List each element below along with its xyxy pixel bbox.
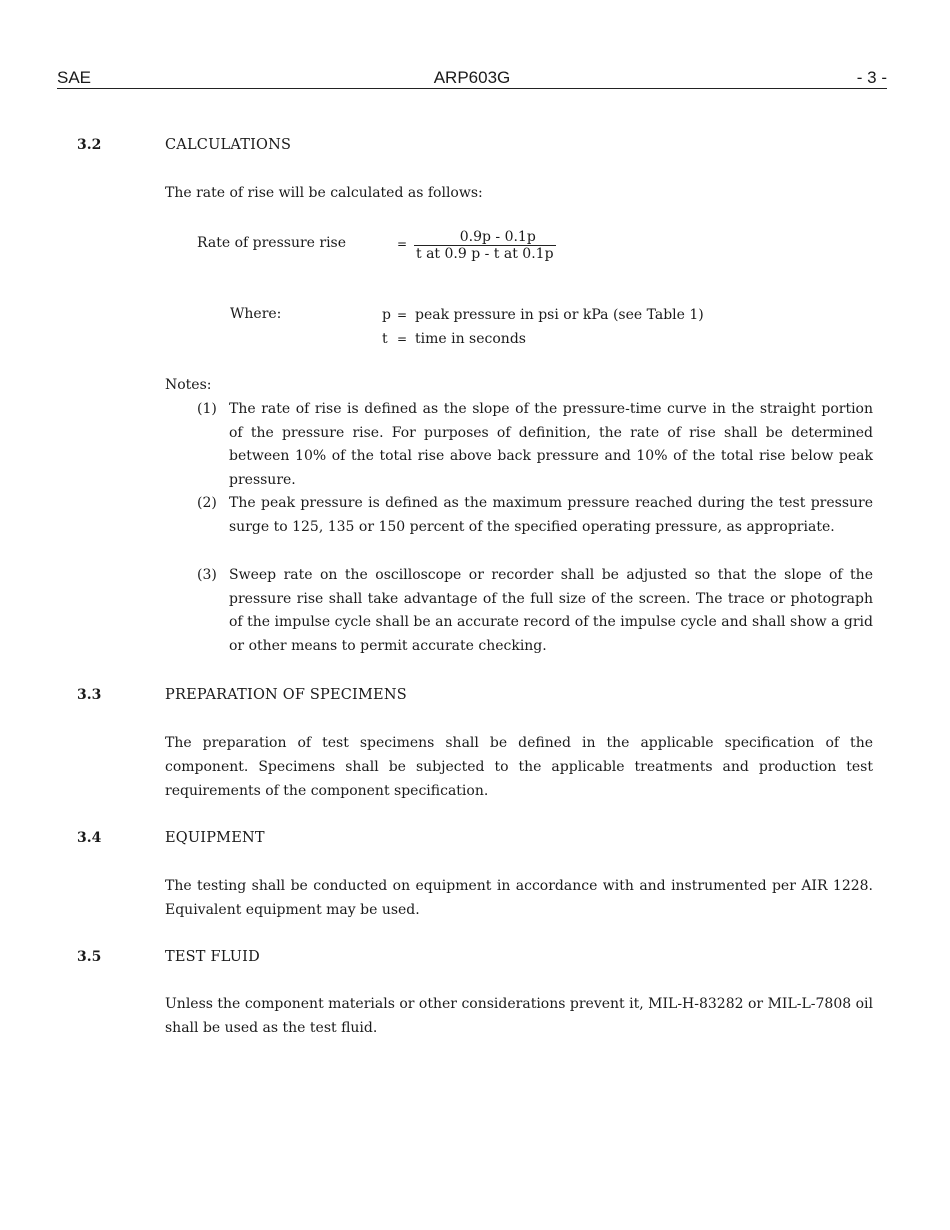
page-header — [57, 68, 887, 89]
formula-equals: = — [397, 237, 408, 251]
paragraph-equipment: The testing shall be conducted on equipment in accordance with and instrumented per AIR 1228. Equivalent equipment may be used. — [165, 878, 873, 918]
notes-label: Notes: — [165, 377, 212, 393]
section-title-equipment: EQUIPMENT — [165, 830, 265, 846]
formula-label: Rate of pressure rise — [197, 235, 347, 251]
var-t-equals: = — [397, 332, 408, 346]
formula-denominator: t at 0.9 p - t at 0.1p — [416, 246, 554, 262]
note-number: (3) — [197, 567, 217, 583]
section-number-3-2: 3.2 — [77, 137, 102, 153]
calc-intro: The rate of rise will be calculated as follows: — [165, 185, 483, 201]
formula-fraction — [414, 229, 556, 262]
note-number: (2) — [197, 495, 217, 511]
section-number-3-3: 3.3 — [77, 687, 102, 703]
section-title-preparation: PREPARATION OF SPECIMENS — [165, 687, 407, 703]
section-number-3-5: 3.5 — [77, 949, 102, 965]
note-text: The rate of rise is defined as the slope of the pressure-time curve in the straight portion of the pressure rise. For purposes of definition, the rate of rise shall be determined between 10% of the total rise above back pressure and 10% of the total rise below peak pressure. — [229, 401, 873, 488]
var-p-equals: = — [397, 308, 408, 322]
note-1 — [197, 398, 873, 492]
note-text: Sweep rate on the oscilloscope or recorder shall be adjusted so that the slope of the pressure rise shall take advantage of the full size of the screen. The trace or photograph of the impulse cycle shall be an accurate record of the impulse cycle and shall show a grid or other means to permit accurate checking. — [229, 567, 873, 654]
note-3 — [197, 564, 873, 658]
var-t-symbol: t — [382, 331, 388, 347]
header-org: SAE — [57, 68, 92, 87]
paragraph-test-fluid: Unless the component materials or other considerations prevent it, MIL-H-83282 or MIL-L-7808 oil shall be used as the test fluid. — [165, 996, 873, 1036]
section-title-calculations: CALCULATIONS — [165, 137, 292, 153]
where-label: Where: — [230, 306, 282, 322]
formula-numerator: 0.9p - 0.1p — [414, 229, 556, 246]
header-doc-number: ARP603G — [433, 68, 511, 87]
note-number: (1) — [197, 401, 217, 417]
var-t-description: time in seconds — [415, 331, 526, 347]
var-p-description: peak pressure in psi or kPa (see Table 1) — [415, 307, 704, 323]
var-p-symbol: p — [382, 307, 391, 323]
paragraph-preparation: The preparation of test specimens shall be defined in the applicable specification of the component. Specimens shall be subjected to the applicable treatments and production test requirements of the component specification. — [165, 735, 873, 799]
header-page-number: - 3 - — [856, 68, 887, 87]
section-number-3-4: 3.4 — [77, 830, 102, 846]
note-2 — [197, 492, 873, 539]
section-title-test-fluid: TEST FLUID — [165, 949, 260, 965]
note-text: The peak pressure is defined as the maximum pressure reached during the test pressure surge to 125, 135 or 150 percent of the specified operating pressure, as appropriate. — [229, 495, 873, 535]
